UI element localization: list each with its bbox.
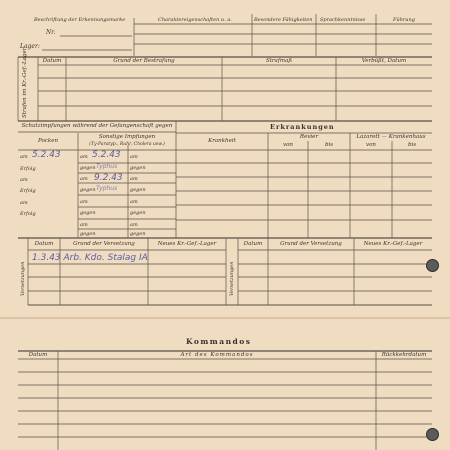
impfung-gegen: gegen [80, 231, 96, 237]
erkrankungen-col-krankheit: Krankheit [208, 138, 236, 144]
impfung-gegen: gegen [80, 187, 96, 193]
strafen-side-label: Strafen im Kr.-Gef.-Lager [22, 47, 28, 118]
revier-bis: bis [324, 142, 334, 148]
lazarett-von: von [366, 142, 376, 148]
impfung-row-label: am [20, 200, 28, 206]
impfungen-col-pocken: Pocken [38, 138, 58, 144]
stamp-typhus-1: Typhus [96, 163, 118, 170]
strafen-col-strafmass: Strafmaß [265, 58, 293, 64]
impfung-row-label: am [20, 154, 28, 160]
label-fuehrung: Führung [393, 17, 415, 23]
revier-von: von [283, 142, 293, 148]
handwritten-versetzung-entry: 1.3.43 Arb. Kdo. Stalag IA [32, 253, 148, 263]
versetzungen-side-label-left: Versetzungen [20, 261, 26, 296]
impfung-am: am [80, 199, 88, 205]
impfung-gegen: gegen [130, 165, 146, 171]
versetzungen-col-grund-left: Grund der Versetzung [73, 241, 135, 247]
punch-hole-upper [426, 259, 439, 272]
erkrankungen-title: Erkrankungen [270, 123, 335, 131]
impfung-gegen: gegen [80, 210, 96, 216]
impfung-row-label: Erfolg [20, 211, 36, 217]
label-charakter: Charaktereigenschaften u. a. [158, 17, 232, 23]
impfung-am: am [130, 154, 138, 160]
erkrankungen-col-lazarett: Lazarett — Krankenhaus [356, 134, 426, 140]
kommandos-col-rueckkehr: Rückkehrdatum [381, 352, 427, 358]
erkrankungen-col-revier: Revier [299, 134, 319, 140]
impfung-am: am [80, 154, 88, 160]
lazarett-bis: bis [407, 142, 417, 148]
versetzungen-side-label-right: Versetzungen [229, 261, 235, 296]
impfungen-col-sonstige-sub: (Ty-Paratyp., Ruhr, Cholera usw.) [89, 142, 165, 147]
impfung-am: am [130, 176, 138, 182]
punch-hole-lower [426, 428, 439, 441]
label-lager: Lager: [20, 43, 40, 50]
kommandos-col-datum: Datum [28, 352, 48, 358]
impfungen-title: Schutzimpfungen während der Gefangenschaft gegen [21, 123, 173, 129]
impfung-row-label: Erfolg [20, 188, 36, 194]
kommandos-col-art: Art des Kommandos [180, 352, 254, 358]
strafen-col-verbuesst: Verbüßt, Datum [361, 58, 407, 64]
label-faehigkeiten: Besondere Fähigkeiten [254, 17, 313, 23]
impfung-am: am [130, 199, 138, 205]
impfung-am: am [80, 176, 88, 182]
label-beschriftung: Beschriftung der Erkennungsmarke [34, 17, 126, 23]
impfung-row-label: Erfolg [20, 166, 36, 172]
versetzungen-col-grund-right: Grund der Versetzung [280, 241, 342, 247]
impfung-am: am [80, 222, 88, 228]
versetzungen-col-neues-right: Neues Kr.-Gef.-Lager [363, 241, 423, 247]
impfung-am: am [130, 222, 138, 228]
versetzungen-col-neues-left: Neues Kr.-Gef.-Lager [157, 241, 217, 247]
handwritten-pocken-date: 5.2.43 [32, 150, 61, 160]
impfung-gegen: gegen [80, 165, 96, 171]
handwritten-sonstige-date-2: 9.2.43 [94, 173, 123, 183]
strafen-col-datum: Datum [42, 58, 62, 64]
stamp-typhus-2: Typhus [96, 185, 118, 192]
impfung-row-label: am [20, 177, 28, 183]
strafen-col-grund: Grund der Bestrafung [113, 58, 175, 64]
kommandos-title: Kommandos [186, 337, 252, 346]
label-nr: Nr. [46, 29, 56, 36]
impfung-gegen: gegen [130, 210, 146, 216]
versetzungen-col-datum-left: Datum [34, 241, 54, 247]
impfung-gegen: gegen [130, 187, 146, 193]
versetzungen-col-datum-right: Datum [243, 241, 263, 247]
handwritten-sonstige-date-1: 5.2.43 [92, 150, 121, 160]
impfung-gegen: gegen [130, 231, 146, 237]
label-sprachkenntnisse: Sprachkenntnisse [320, 17, 366, 23]
impfungen-col-sonstige: Sonstige Impfungen [98, 134, 156, 140]
